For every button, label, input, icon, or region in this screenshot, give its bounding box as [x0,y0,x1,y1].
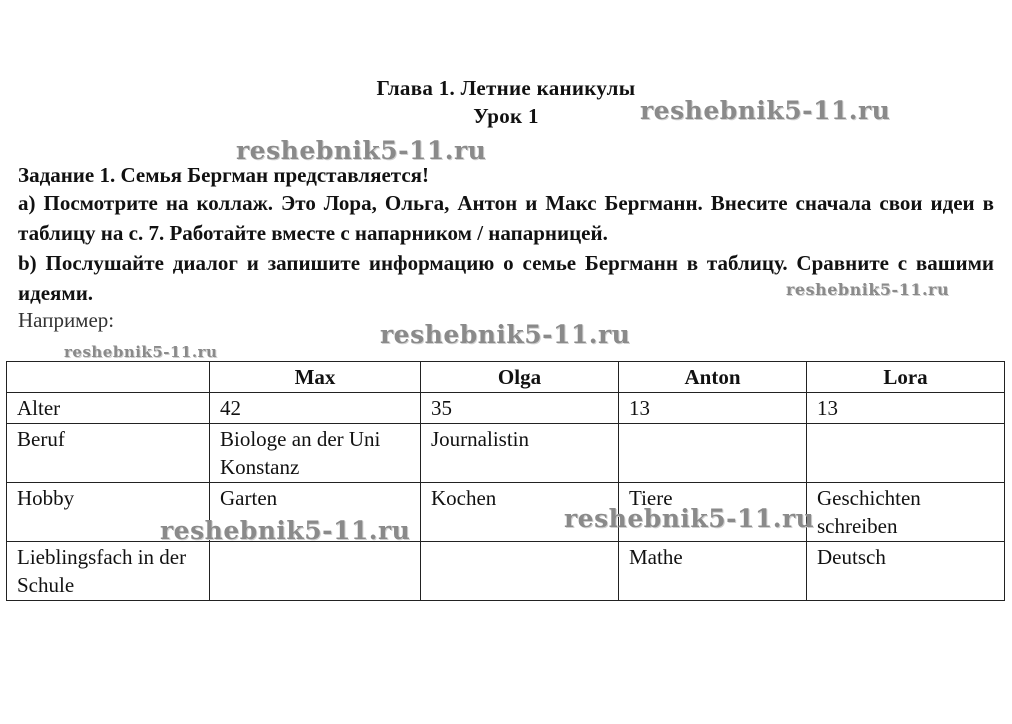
table-cell: Tiere [619,483,807,542]
table-cell: Mathe [619,542,807,601]
header-cell-lora: Lora [807,362,1005,393]
header-cell-empty [7,362,210,393]
row-label: Lieblingsfach in der Schule [7,542,210,601]
header-cell-olga: Olga [421,362,619,393]
table-row [7,424,1005,483]
example-label: Например: [18,308,115,332]
header-cell-anton: Anton [619,362,807,393]
row-label: Hobby [7,483,210,542]
table-cell: Biologe an der Uni Konstanz [210,424,421,483]
task-part-b: b) Послушайте диалог и запишите информацию о семье Бергманн в таблицу. Сравните с вашими идеями. [18,251,994,305]
table-cell: 13 [807,393,1005,424]
table-row [7,483,1005,542]
watermark: reshebnik5-11.ru [380,320,631,349]
table-cell [619,424,807,483]
table-cell: 35 [421,393,619,424]
table-row [7,393,1005,424]
lesson-title: Урок 1 [473,104,539,128]
watermark: reshebnik5-11.ru [64,343,218,361]
table-cell: Journalistin [421,424,619,483]
task-part-a: a) Посмотрите на коллаж. Это Лора, Ольга, Антон и Макс Бергманн. Внесите сначала свои идеи в таблицу на с. 7. Работайте вместе с напарником / напарницей. [18,191,994,245]
watermark: reshebnik5-11.ru [236,136,487,165]
table-cell: 42 [210,393,421,424]
task-title: Задание 1. Семья Бергман представляется! [18,163,430,187]
header-cell-max: Max [210,362,421,393]
table-cell: Deutsch [807,542,1005,601]
table-cell: Kochen [421,483,619,542]
row-label: Alter [7,393,210,424]
watermark: reshebnik5-11.ru [786,280,950,299]
table-row [7,542,1005,601]
table-cell [421,542,619,601]
watermark: reshebnik5-11.ru [160,516,411,545]
watermark: reshebnik5-11.ru [564,504,815,533]
table-cell [210,542,421,601]
table-cell: Geschichten schreiben [807,483,1005,542]
table-cell: Garten [210,483,421,542]
watermark: reshebnik5-11.ru [640,96,891,125]
table-cell: 13 [619,393,807,424]
chapter-title: Глава 1. Летние каникулы [376,76,636,100]
family-info-table [6,361,1005,601]
table-cell [807,424,1005,483]
table-header-row [7,362,1005,393]
row-label: Beruf [7,424,210,483]
